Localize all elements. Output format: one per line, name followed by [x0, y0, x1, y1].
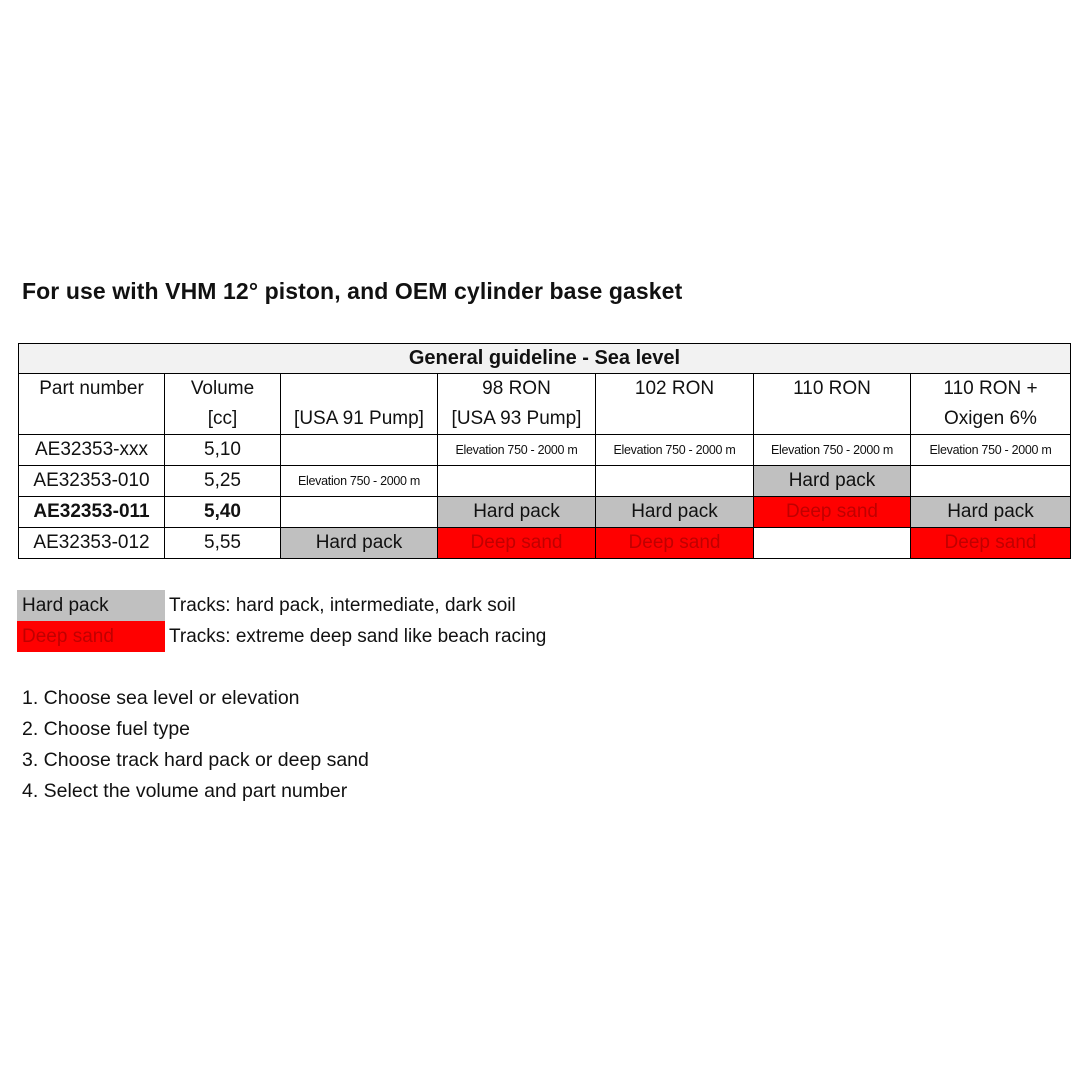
table-row [19, 528, 1071, 559]
volume-cell: 5,40 [165, 497, 281, 528]
instruction-step: 2. Choose fuel type [22, 718, 191, 740]
column-header [911, 374, 1071, 435]
instruction-step: 3. Choose track hard pack or deep sand [22, 749, 369, 771]
table-row [19, 497, 1071, 528]
deep-sand-cell: Deep sand [438, 528, 596, 559]
column-header-line2: [cc] [207, 408, 238, 429]
column-header-line1: 102 RON [634, 378, 715, 399]
hard-pack-cell: Hard pack [911, 497, 1071, 528]
empty-cell [911, 466, 1071, 497]
column-header-line2: Oxigen 6% [944, 408, 1037, 429]
column-header-line2 [596, 404, 753, 434]
legend [17, 590, 546, 652]
hard-pack-cell: Hard pack [596, 497, 754, 528]
table-row [19, 466, 1071, 497]
column-header-line1: 98 RON [482, 378, 551, 399]
part-number-cell: AE32353-011 [19, 497, 165, 528]
guideline-table [18, 343, 1071, 559]
legend-swatch-deep-sand: Deep sand [17, 621, 165, 652]
deep-sand-cell: Deep sand [911, 528, 1071, 559]
column-header [19, 374, 165, 435]
part-number-cell: AE32353-012 [19, 528, 165, 559]
volume-cell: 5,25 [165, 466, 281, 497]
empty-cell [596, 466, 754, 497]
empty-cell [754, 528, 911, 559]
column-header [754, 374, 911, 435]
legend-item [17, 590, 546, 621]
column-header-line2: [USA 91 Pump] [294, 408, 424, 429]
instructions-list [22, 683, 369, 807]
column-header [596, 374, 754, 435]
legend-swatch-hard-pack: Hard pack [17, 590, 165, 621]
part-number-cell: AE32353-010 [19, 466, 165, 497]
legend-description: Tracks: extreme deep sand like beach racing [169, 625, 547, 647]
page-title: For use with VHM 12° piston, and OEM cylinder base gasket [22, 278, 683, 304]
instruction-step: 1. Choose sea level or elevation [22, 687, 300, 709]
column-header [438, 374, 596, 435]
column-header-line1: Volume [190, 378, 255, 399]
column-header-line1: 110 RON + [943, 378, 1038, 399]
legend-description: Tracks: hard pack, intermediate, dark soil [169, 594, 516, 616]
empty-cell [281, 435, 438, 466]
column-header-line1 [281, 374, 437, 404]
column-header-line2 [754, 404, 910, 434]
elevation-cell: Elevation 750 - 2000 m [438, 435, 596, 466]
volume-cell: 5,55 [165, 528, 281, 559]
hard-pack-cell: Hard pack [438, 497, 596, 528]
column-header [165, 374, 281, 435]
deep-sand-cell: Deep sand [754, 497, 911, 528]
instruction-step: 4. Select the volume and part number [22, 780, 348, 802]
deep-sand-cell: Deep sand [596, 528, 754, 559]
table-row [19, 435, 1071, 466]
column-header-line2 [19, 404, 164, 434]
column-header [281, 374, 438, 435]
elevation-cell: Elevation 750 - 2000 m [596, 435, 754, 466]
table-caption: General guideline - Sea level [19, 344, 1071, 374]
column-header-line1: Part number [39, 378, 144, 399]
elevation-cell: Elevation 750 - 2000 m [911, 435, 1071, 466]
elevation-cell: Elevation 750 - 2000 m [281, 466, 438, 497]
volume-cell: 5,10 [165, 435, 281, 466]
column-header-line1: 110 RON [793, 378, 871, 399]
empty-cell [281, 497, 438, 528]
column-header-line2: [USA 93 Pump] [451, 408, 582, 429]
legend-item [17, 621, 546, 652]
hard-pack-cell: Hard pack [281, 528, 438, 559]
hard-pack-cell: Hard pack [754, 466, 911, 497]
part-number-cell: AE32353-xxx [19, 435, 165, 466]
empty-cell [438, 466, 596, 497]
elevation-cell: Elevation 750 - 2000 m [754, 435, 911, 466]
